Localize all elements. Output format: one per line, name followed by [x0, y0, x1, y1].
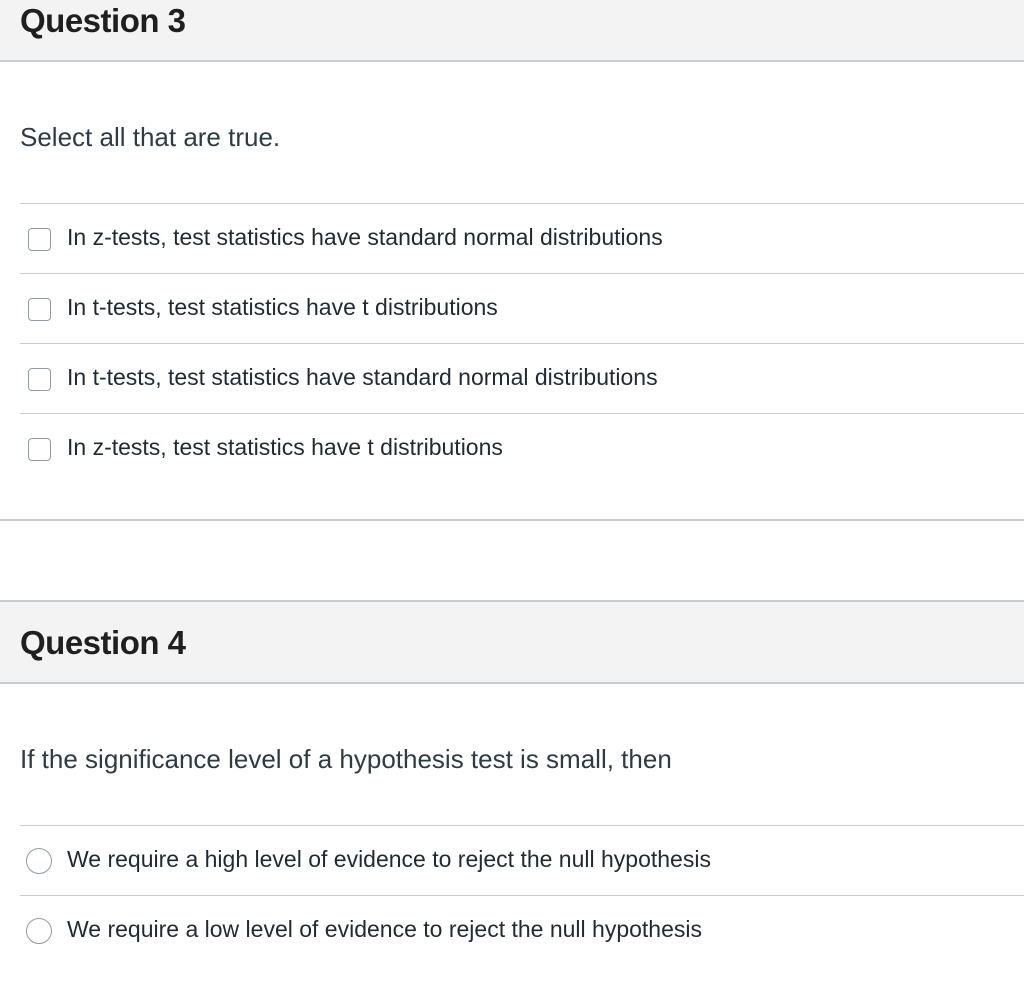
- answer-label[interactable]: In z-tests, test statistics have t distributions: [67, 434, 503, 460]
- answer-checkbox[interactable]: [28, 228, 51, 251]
- answer-checkbox[interactable]: [28, 438, 51, 461]
- answer-radio[interactable]: [26, 848, 52, 874]
- answer-label[interactable]: In t-tests, test statistics have t distributions: [67, 294, 498, 320]
- answer-label[interactable]: We require a high level of evidence to reject the null hypothesis: [67, 846, 711, 872]
- answer-option[interactable]: [20, 203, 1024, 273]
- answer-label[interactable]: In z-tests, test statistics have standard normal distributions: [67, 224, 663, 250]
- answer-radio[interactable]: [26, 918, 52, 944]
- question-3-answers: [20, 203, 1024, 483]
- answer-option[interactable]: [20, 343, 1024, 413]
- question-4-answers: [20, 825, 1024, 965]
- answer-option[interactable]: [20, 895, 1024, 965]
- answer-option[interactable]: [20, 825, 1024, 895]
- answer-label[interactable]: In t-tests, test statistics have standard normal distributions: [67, 364, 658, 390]
- question-3-header: [0, 0, 1024, 62]
- question-3-title: Question 3: [20, 2, 186, 39]
- answer-option[interactable]: [20, 273, 1024, 343]
- question-3-divider: [0, 519, 1024, 521]
- answer-option[interactable]: [20, 413, 1024, 483]
- answer-checkbox[interactable]: [28, 298, 51, 321]
- answer-label[interactable]: We require a low level of evidence to reject the null hypothesis: [67, 916, 702, 942]
- question-4-prompt: If the significance level of a hypothesis test is small, then: [20, 744, 672, 774]
- question-4-header: [0, 600, 1024, 684]
- question-3-prompt: Select all that are true.: [20, 122, 281, 152]
- answer-checkbox[interactable]: [28, 368, 51, 391]
- question-4-title: Question 4: [20, 624, 186, 661]
